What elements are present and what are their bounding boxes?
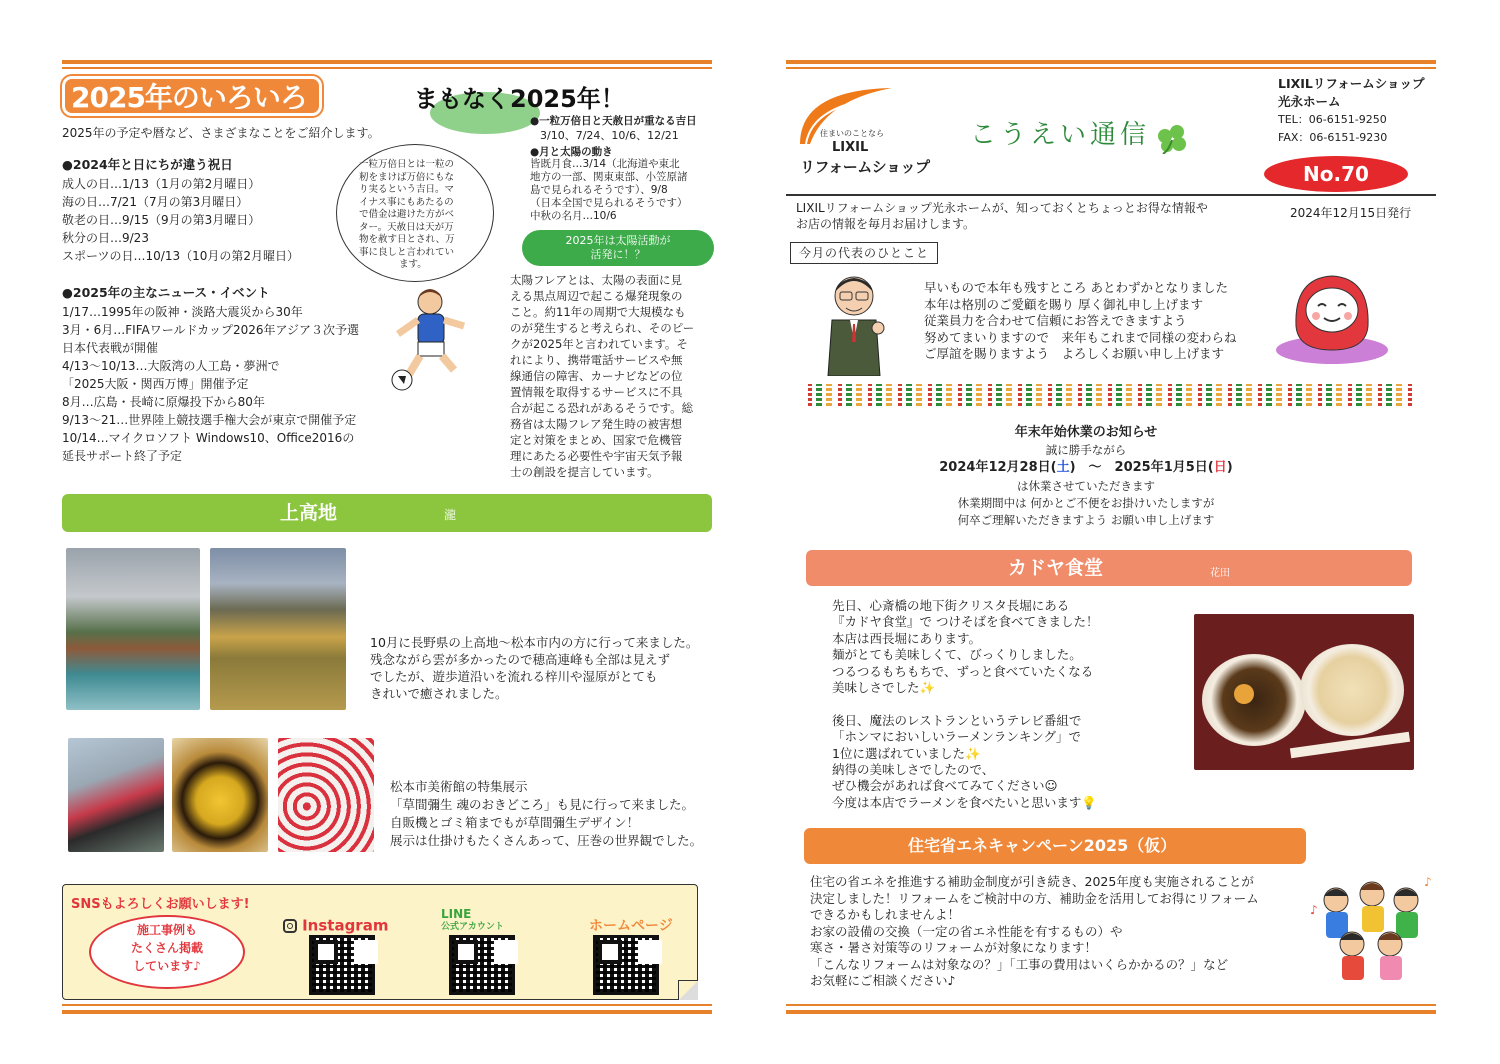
- holiday-sep: ) 〜 2025年1月5日(: [1069, 460, 1214, 475]
- shop-sub: 光永ホーム: [1278, 94, 1341, 109]
- text-line: 「ホンマにおいしいラーメンランキング」で: [832, 729, 1082, 745]
- text-line: 「草間彌生 魂のおきどころ」も見に行って来ました。: [390, 797, 694, 812]
- sns-title: SNSもよろしくお願いします!: [71, 897, 250, 912]
- text-line: 務省は太陽フレア発生時の被害想: [510, 417, 683, 431]
- museum-photo-pumpkin: [172, 738, 268, 852]
- text-line: クが2025年と言われています。そ: [510, 337, 688, 351]
- line-subtext: 公式アカウント: [441, 922, 504, 932]
- text-line: える黒点周辺で起こる爆発現象の: [510, 289, 683, 303]
- top-rule-thin: [786, 67, 1436, 69]
- kamikochi-text: [370, 634, 698, 702]
- text-line: 納得の美味しさでしたので、: [832, 762, 995, 778]
- newsletter-title-text: こうえい通信: [970, 120, 1151, 150]
- text-line: こと。約11年の周期で大規模なも: [510, 305, 686, 319]
- text-line: 後日、魔法のレストランというテレビ番組で: [832, 712, 1082, 728]
- text-line: 10月に長野県の上高地〜松本市内の方に行って来ました。: [370, 635, 699, 650]
- sns-box: [62, 884, 698, 1000]
- text-line: 展示は仕掛けもたくさんあって、圧巻の世界観でした。: [390, 833, 703, 848]
- text-line: ご厚誼を賜りますよう よろしくお願い申し上げます: [924, 346, 1225, 361]
- moon-heading: ●月と太陽の動き: [530, 146, 613, 158]
- bottom-rule: [62, 1010, 712, 1014]
- instagram-text: Instagram: [302, 916, 389, 935]
- museum-photo-exterior: [68, 738, 164, 852]
- list-item: スポーツの日…10/13（10月の第2月曜日）: [62, 249, 300, 263]
- list-item: 敬老の日…9/15（9月の第3月曜日）: [62, 213, 261, 227]
- text-line: 先日、心斎橋の地下街クリスタ長堀にある: [832, 598, 1070, 613]
- kadoya-title: カドヤ食堂: [1008, 557, 1104, 579]
- speech-line: ター。天赦日は天が万: [359, 221, 454, 233]
- speech-line: で借金は避けた方がベ: [359, 209, 455, 220]
- sun-badge-line: 活発に！？: [590, 248, 646, 261]
- list-item: 海の日…7/21（7月の第3月曜日）: [62, 195, 249, 209]
- text-line: LIXILリフォームショップ光永ホームが、知っておくとちょっとお得な情報や: [796, 201, 1208, 215]
- text-line: 理にあたる必要性や宇宙天気予報: [510, 449, 683, 463]
- top-rule: [786, 60, 1436, 64]
- rep-message: [924, 280, 1237, 363]
- issue-number-text: No.70: [1303, 162, 1369, 186]
- campaign-text: [810, 874, 1259, 990]
- sns-bubble-line: しています♪: [133, 959, 201, 973]
- shop-name: LIXILリフォームショップ: [1278, 76, 1425, 91]
- holiday-line: 休業期間中は 何かとご不便をお掛けいたしますが: [957, 496, 1215, 510]
- kamikochi-author: 瀧: [444, 508, 457, 522]
- text-line: 「こんなリフォームは対象なの？」「工事の費用はいくらかかるの？」など: [810, 956, 1229, 972]
- homepage-label[interactable]: ホームページ: [589, 918, 673, 934]
- list-item: 皆既月食…3/14（北海道や東北: [530, 158, 680, 170]
- holiday-sub: 誠に勝手ながら: [1045, 443, 1127, 457]
- text-line: 自販機とゴミ箱までもが草間彌生デザイン！: [390, 815, 640, 830]
- speech-line: イナス事にもあたるの: [359, 196, 454, 208]
- list-item: 9/13〜21…世界陸上競技選手権大会が東京で開催予定: [62, 413, 357, 427]
- text-line: 麺がとても美味しくて、びっくりしました。: [832, 647, 1082, 663]
- svg-text:♪: ♪: [1310, 903, 1318, 917]
- text-line: 線通信の障害、カーナビなどの位: [510, 369, 683, 383]
- holiday-notice: [866, 424, 1306, 529]
- kamikochi-photo-river: [66, 548, 200, 710]
- kadoya-header: [806, 550, 1412, 586]
- clover-icon: [1155, 124, 1189, 154]
- campaign-title: 住宅省エネキャンペーン2025（仮）: [908, 836, 1177, 855]
- logo-brand: LIXIL: [832, 140, 869, 155]
- text-line: ぜひ機会があれば食べてみてください☺: [832, 778, 1058, 794]
- logo-tagline: 住まいのことなら: [820, 129, 884, 138]
- moon-list: [530, 158, 688, 223]
- rep-label: 今月の代表のひとこと: [790, 242, 938, 264]
- text-line: 住宅の省エネを推進する補助金制度が引き続き、2025年度も実施されることが: [810, 874, 1254, 889]
- museum-photo-vending: [278, 738, 374, 852]
- sns-page-curl: [678, 980, 698, 1000]
- shop-tel: TEL：06-6151-9250: [1278, 113, 1387, 126]
- kamikochi-title: 上高地: [280, 502, 338, 524]
- list-item: 延長サポート終了予定: [62, 449, 183, 463]
- text-line: のが発生すると考えられ、そのピー: [510, 321, 695, 335]
- text-line: 美味しさでした✨: [832, 680, 936, 696]
- text-line: 『カドヤ食堂』で つけそばを食べてきました！: [832, 614, 1099, 630]
- speech-line: り実るという吉日。マ: [359, 184, 455, 195]
- list-item: 島で見られるそうです）、9/8: [530, 184, 668, 196]
- sun-text: [510, 272, 694, 480]
- kadoya-text: [832, 598, 1098, 811]
- holiday-title: 年末年始休業のお知らせ: [1014, 425, 1158, 440]
- top-rule: [62, 60, 712, 64]
- intro-text: 2025年の予定や暦など、さまざまなことをご紹介します。: [62, 126, 380, 140]
- speech-bubble: [336, 144, 494, 282]
- sns-bubble: [89, 915, 245, 989]
- children-illustration: [1306, 874, 1436, 984]
- top-rule-thin: [62, 67, 712, 69]
- text-line: お店の情報を毎月お届けします。: [796, 217, 976, 231]
- text-line: 今度は本店でラーメンを食べたいと思います💡: [832, 794, 1097, 810]
- speech-line: 籾をまけば万倍にもな: [359, 171, 455, 183]
- speech-line: 一粒万倍日とは一粒の: [359, 159, 455, 170]
- line-qr[interactable]: [449, 935, 515, 995]
- list-item: 10/14…マイクロソフト Windows10、Office2016の: [62, 431, 355, 445]
- sun-badge-line: 2025年は太陽活動が: [565, 234, 671, 247]
- kamikochi-header: [62, 494, 712, 532]
- list-item: 「2025大阪・関西万博」開催予定: [62, 377, 249, 391]
- list-item: 3月・6月…FIFAワールドカップ2026年アジア３次予選: [62, 323, 360, 337]
- ramen-photo: [1194, 614, 1414, 770]
- list-item: 中秋の名月…10/6: [530, 210, 617, 222]
- text-line: 1位に選ばれていました✨: [832, 745, 981, 761]
- text-line: 太陽フレアとは、太陽の表面に見: [510, 273, 683, 287]
- newsletter-title: [970, 114, 1189, 154]
- shop-fax: FAX：06-6151-9230: [1278, 131, 1388, 144]
- list-item: 成人の日…1/13（1月の第2月曜日）: [62, 177, 261, 191]
- kadoya-author: 花田: [1210, 568, 1230, 579]
- text-line: 従業員力を合わせて信頼にお答えできますよう: [924, 313, 1187, 328]
- text-line: 早いもので本年も残すところ あとわずかとなりました: [924, 280, 1228, 295]
- logo-shop: リフォームショップ: [800, 158, 930, 176]
- text-line: できるかもしれませんよ！: [810, 907, 961, 922]
- bottom-rule-thin: [786, 1004, 1436, 1006]
- svg-text:♪: ♪: [1424, 875, 1432, 889]
- text-line: 置情報を取得するサービスに不具: [510, 385, 683, 399]
- news-heading: ●2025年の主なニュース・イベント: [62, 285, 270, 300]
- text-line: 本店は西長堀にあります。: [832, 630, 982, 646]
- header-divider: [786, 194, 1436, 196]
- text-line: つるつるもちもちで、ずっと食べていたくなる: [832, 663, 1094, 679]
- text-line: 本年は格別のご愛顧を賜り 厚く御礼申し上げます: [924, 296, 1203, 312]
- text-line: でしたが、遊歩道沿いを流れる梓川や湿原がとても: [370, 669, 658, 684]
- issue-date: 2024年12月15日発行: [1290, 206, 1412, 220]
- kamikochi-photo-wetland: [210, 548, 346, 710]
- issue-number-badge: [1264, 156, 1408, 192]
- text-line: れにより、携帯電話サービスや無: [510, 353, 683, 367]
- text-line: きれいで癒されました。: [370, 686, 508, 701]
- instagram-icon: [283, 919, 297, 933]
- headline-coming-2025: まもなく2025年！: [414, 85, 625, 113]
- holidays-heading: ●2024年と日にちが違う祝日: [62, 157, 233, 172]
- list-item: （日本全国で見られるそうです）: [530, 197, 688, 209]
- sns-bubble-line: 施工事例も: [136, 923, 197, 937]
- list-item: 8月…広島・長崎に原爆投下から80年: [62, 395, 265, 409]
- text-line: 松本市美術館の特集展示: [390, 779, 528, 794]
- list-item: 4/13〜10/13…大阪湾の人工島・夢洲で: [62, 359, 280, 373]
- text-line: 合が起こる恐れがあるそうです。総: [510, 401, 694, 415]
- instagram-label[interactable]: [283, 915, 388, 935]
- holiday-close: ): [1226, 460, 1233, 475]
- speech-line: 物を赦す日とされ、万: [359, 234, 455, 245]
- line-label[interactable]: [441, 907, 504, 933]
- museum-text: [390, 778, 702, 850]
- soccer-player-illustration: [384, 286, 480, 392]
- list-item: 1/17…1995年の阪神・淡路大震災から30年: [62, 305, 303, 319]
- text-line: 士の創設を提言しています。: [510, 465, 659, 479]
- text-line: 寒さ・暑さ対策等のリフォームが対象になります！: [810, 940, 1097, 955]
- section-title-2025: [62, 76, 322, 116]
- holiday-from-day: 土: [1056, 460, 1070, 475]
- holiday-to-day: 日: [1213, 460, 1227, 475]
- lucky-heading: ●一粒万倍日と天赦日が重なる吉日: [530, 115, 697, 127]
- holiday-line: 何卒ご理解いただきますよう お願い申し上げます: [957, 513, 1215, 527]
- speech-line: ます。: [399, 259, 427, 270]
- holiday-line: は休業させていただきます: [1017, 479, 1155, 493]
- lucky-dates: 3/10、7/24、10/6、12/21: [540, 129, 679, 142]
- holiday-from: 2024年12月28日(: [939, 460, 1057, 475]
- lead-text: [796, 200, 1208, 232]
- list-item: 地方の一部、関東東部、小笠原諸: [530, 171, 688, 183]
- text-line: お家の設備の交換（一定の省エネ性能を有するもの）や: [810, 923, 1123, 939]
- text-line: 残念ながら雲が多かったので穂高連峰も全部は見えず: [370, 652, 671, 667]
- holidays-list: [62, 175, 299, 265]
- list-item: 日本代表戦が開催: [62, 341, 159, 355]
- bottom-rule: [786, 1010, 1436, 1014]
- campaign-header: [804, 828, 1306, 864]
- sns-bubble-line: たくさん掲載: [130, 941, 203, 955]
- holiday-period: [866, 458, 1306, 478]
- line-text: LINE: [441, 907, 472, 921]
- new-year-ornament-border: [808, 384, 1412, 406]
- instagram-qr[interactable]: [309, 935, 375, 995]
- text-line: 決定しました！リフォームをご検討中の方、補助金を活用してお得にリフォーム: [810, 890, 1259, 906]
- text-line: お気軽にご相談ください♪: [810, 973, 956, 988]
- speech-line: 事に良しと言われてい: [359, 246, 455, 258]
- text-line: [832, 696, 1098, 712]
- homepage-qr[interactable]: [593, 935, 659, 995]
- section-title-text: 2025年のいろいろ: [71, 81, 307, 114]
- news-list: [62, 303, 359, 465]
- text-line: 定と対策をまとめ、国家で危機管: [510, 433, 683, 447]
- text-line: 努めてまいりますので 来年もこれまで同様の変わらね: [924, 329, 1237, 345]
- daruma-illustration: [1272, 268, 1392, 364]
- bottom-rule-thin: [62, 1004, 712, 1006]
- representative-illustration: [820, 270, 890, 376]
- sun-badge: [522, 230, 714, 266]
- list-item: 秋分の日…9/23: [62, 231, 149, 245]
